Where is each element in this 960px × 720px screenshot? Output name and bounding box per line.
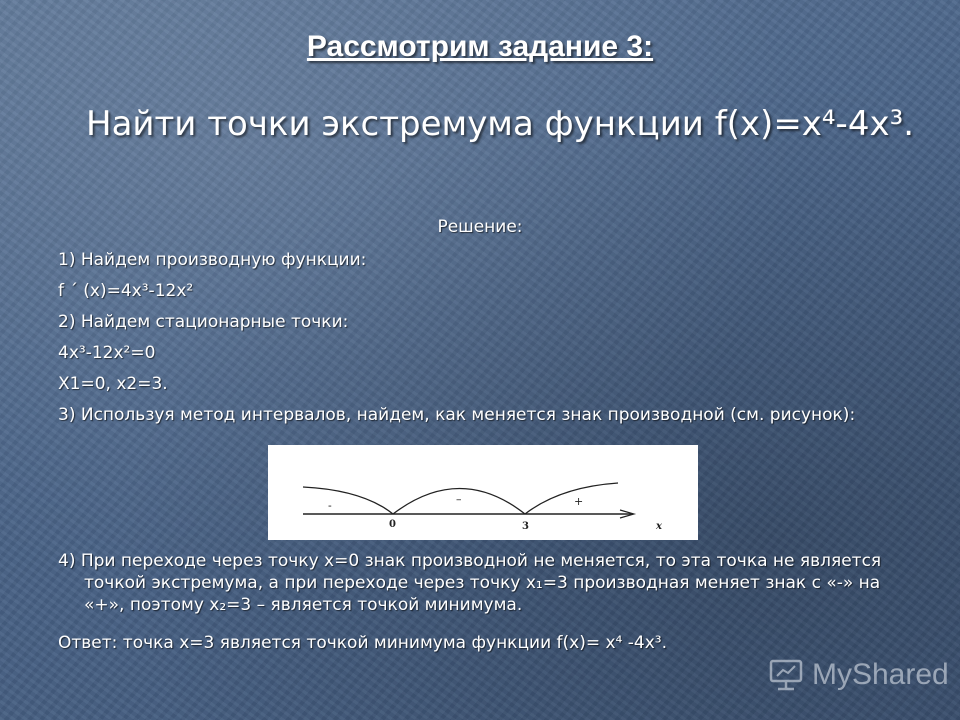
sign-interval-figure [268, 445, 698, 540]
point-label-3: 3 [522, 521, 529, 532]
slide-title: Рассмотрим задание 3: [306, 30, 654, 63]
sign-label-middle: – [456, 493, 462, 506]
axis-label-x: x [656, 521, 662, 532]
answer-text: Ответ: точка x=3 является точкой минимума функции f(x)= x⁴ -4x³. [58, 633, 667, 653]
interval-arc-right [525, 483, 618, 514]
watermark-text: MyShared [812, 658, 949, 691]
solution-heading: Решение: [437, 217, 523, 237]
roots-text: X1=0, x2=3. [58, 374, 168, 394]
stationary-equation: 4x³-12x²=0 [58, 343, 156, 363]
sign-label-left: - [328, 499, 332, 512]
step-4-text: 4) При переходе через точку x=0 знак производной не меняется, то эта точка не является точкой экстремума, а при переходе через точку x₁=3 производная меняет знак с «-» на «+», поэтому x₂=3 – является точкой минимума. [58, 551, 882, 615]
interval-diagram [268, 445, 698, 540]
point-label-0: 0 [389, 519, 396, 530]
step-3-text: 3) Используя метод интервалов, найдем, как меняется знак производной (см. рисунок): [58, 405, 856, 425]
interval-arc-left [303, 487, 393, 514]
presentation-board-icon [768, 658, 804, 692]
sign-label-right: + [574, 495, 584, 508]
step-2-text: 2) Найдем стационарные точки: [58, 312, 349, 332]
derivative-formula: f ´ (x)=4x³-12x² [58, 281, 194, 301]
watermark [768, 655, 949, 695]
task-statement: Найти точки экстремума функции f(x)=x⁴-4x³. [86, 104, 915, 144]
step-1-text: 1) Найдем производную функции: [58, 250, 367, 270]
